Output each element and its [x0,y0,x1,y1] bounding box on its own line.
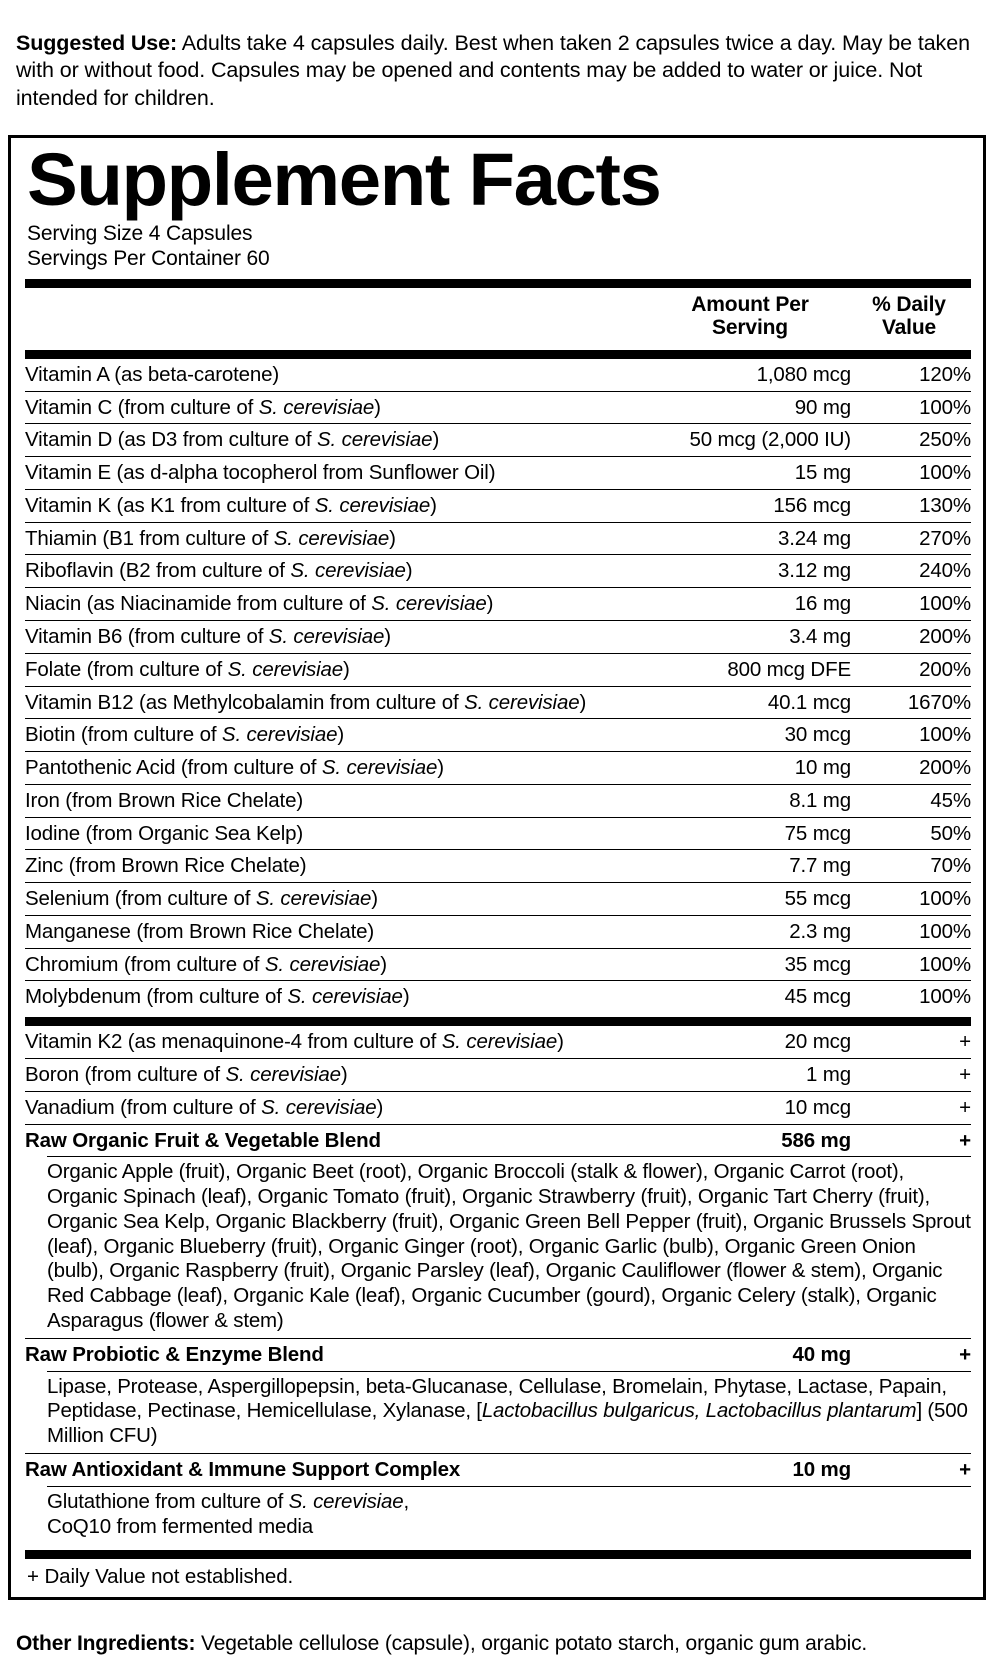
nutrient-amount: 1,080 mcg [756,362,851,386]
nutrient-amount: 2.3 mg [651,915,851,948]
header-dv-line1: % Daily [872,292,946,316]
suggested-use-paragraph [0,22,994,114]
serving-info [27,222,971,272]
details-post: ] (500 Million CFU) [47,1399,968,1448]
divider-thick-bottom [25,1550,971,1559]
nutrient-name: Zinc (from Brown Rice Chelate) [25,850,651,883]
blend-table-fruit-veg [25,1124,971,1157]
nutrient-daily-value: 50% [851,817,971,850]
footnote-daily-value: + Daily Value not established. [27,1565,294,1589]
nutrient-daily-value: 240% [851,555,971,588]
nutrient-amount: 3.12 mg [651,555,851,588]
nutrient-amount: 800 mcg DFE [651,653,851,686]
nutrient-name: Boron (from culture of S. cerevisiae) [25,1058,651,1091]
blend-dv: + [851,1454,971,1486]
blend-dv: + [851,1338,971,1370]
column-header-row [25,288,971,346]
nutrient-name: Pantothenic Acid (from culture of S. cerevisiae) [25,752,651,785]
header-daily-value [851,288,971,346]
nutrient-name: Iron (from Brown Rice Chelate) [25,784,651,817]
table-row [25,817,971,850]
nutrient-name: Vitamin D (as D3 from culture of S. cerevisiae) [25,424,651,457]
table-row [25,883,971,916]
blend-name: Raw Probiotic & Enzyme Blend [25,1338,651,1370]
page-title: Supplement Facts [27,137,661,221]
table-row [25,1454,971,1486]
header-amount-per-serving [651,288,851,346]
other-ingredients-paragraph [0,1621,994,1657]
table-row [25,1058,971,1091]
nutrient-amount: 3.4 mg [651,621,851,654]
nutrient-daily-value: + [959,1030,971,1054]
details-italic: Lactobacillus bulgaricus, Lactobacillus plantarum [481,1399,917,1423]
nutrient-daily-value: 120% [919,362,971,386]
nutrient-daily-value: 70% [851,850,971,883]
nutrient-daily-value: 100% [851,981,971,1013]
nutrient-name: Manganese (from Brown Rice Chelate) [25,915,651,948]
table-row [25,850,971,883]
nutrient-amount: 30 mcg [651,719,851,752]
nutrient-daily-value: + [851,1058,971,1091]
nutrient-table-dv [25,359,971,1013]
nutrient-daily-value: 100% [851,915,971,948]
nutrient-amount: 40.1 mcg [651,686,851,719]
table-row [25,391,971,424]
nutrient-amount: 55 mcg [651,883,851,916]
nutrient-daily-value: 270% [851,522,971,555]
nutrient-amount: 8.1 mg [651,784,851,817]
table-row [25,555,971,588]
table-row [25,621,971,654]
table-row [25,981,971,1013]
nutrient-amount: 10 mg [651,752,851,785]
table-row [25,784,971,817]
supplement-facts-panel [8,135,986,1601]
details-pre: Lipase, Protease, Aspergillopepsin, beta-Glucanase, Cellulase, Bromelain, Phytase, Lactase, Papain, Peptidase, Pectinase, Hemicellulase, Xylanase, [ [47,1374,947,1423]
details-line-2: CoQ10 from fermented media [47,1514,313,1538]
nutrient-amount: 75 mcg [651,817,851,850]
nutrient-daily-value: 100% [851,883,971,916]
table-row [25,1124,971,1156]
table-row [25,489,971,522]
blend-name: Raw Organic Fruit & Vegetable Blend [25,1124,651,1156]
table-row [25,752,971,785]
nutrient-daily-value: 100% [851,948,971,981]
other-ingredients-text: Vegetable cellulose (capsule), organic potato starch, organic gum arabic. [195,1632,868,1656]
table-row [25,457,971,490]
nutrient-amount: 156 mcg [651,489,851,522]
column-header-table [25,288,971,346]
table-row [25,653,971,686]
nutrient-name: Vitamin B6 (from culture of S. cerevisiae) [25,621,651,654]
divider-thick-mid [25,1017,971,1026]
nutrient-name: Iodine (from Organic Sea Kelp) [25,817,651,850]
table-row [25,522,971,555]
nutrient-daily-value: 1670% [851,686,971,719]
details-post: , [403,1489,409,1513]
details-pre: Glutathione from culture of [47,1489,289,1513]
nutrient-daily-value: + [851,1091,971,1123]
nutrient-daily-value: 250% [851,424,971,457]
nutrient-daily-value: 200% [851,752,971,785]
nutrient-amount: 45 mcg [651,981,851,1013]
blend-table-probiotic-enzyme [25,1338,971,1371]
nutrient-daily-value: 100% [851,719,971,752]
header-dv-line2: Value [881,316,937,340]
blend-details-probiotic-enzyme [47,1371,971,1453]
table-row [25,686,971,719]
blend-amount: 10 mg [651,1454,851,1486]
nutrient-name: Niacin (as Niacinamide from culture of S. cerevisiae) [25,588,651,621]
details-line-1 [47,1490,971,1515]
nutrient-name: Vitamin B12 (as Methylcobalamin from culture of S. cerevisiae) [25,686,651,719]
nutrient-name: Vitamin A (as beta-carotene) [25,362,280,386]
divider-thick-top [25,279,971,288]
suggested-use-text: Adults take 4 capsules daily. Best when taken 2 capsules twice a day. May be taken with or without food. Capsules may be opened and contents may be added to water or juice. Not intended for children. [16,30,970,111]
supplement-label-page [0,22,994,1656]
nutrient-amount: 90 mg [651,391,851,424]
table-row [25,1026,971,1058]
nutrient-name: Biotin (from culture of S. cerevisiae) [25,719,651,752]
nutrient-amount: 15 mg [651,457,851,490]
table-row [25,424,971,457]
divider-thick-header [25,350,971,359]
nutrient-daily-value: 100% [851,391,971,424]
blend-dv: + [851,1124,971,1156]
nutrient-daily-value: 200% [851,621,971,654]
nutrient-daily-value: 45% [851,784,971,817]
nutrient-amount: 7.7 mg [651,850,851,883]
nutrient-daily-value: 100% [851,588,971,621]
table-row [25,588,971,621]
details-italic: S. cerevisiae [288,1489,404,1513]
table-row [25,915,971,948]
nutrient-amount: 16 mg [651,588,851,621]
nutrient-name: Vitamin C (from culture of S. cerevisiae) [25,391,651,424]
blend-table-antioxidant [25,1453,971,1486]
table-row [25,719,971,752]
nutrient-amount: 35 mcg [651,948,851,981]
nutrient-amount: 50 mcg (2,000 IU) [651,424,851,457]
table-row [25,948,971,981]
nutrient-name: Chromium (from culture of S. cerevisiae) [25,948,651,981]
servings-per-container: Servings Per Container 60 [27,247,270,271]
nutrient-name: Molybdenum (from culture of S. cerevisiae) [25,981,651,1013]
nutrient-name: Vitamin K2 (as menaquinone-4 from culture of S. cerevisiae) [25,1030,564,1054]
nutrient-amount: 1 mg [651,1058,851,1091]
blend-amount: 40 mg [651,1338,851,1370]
nutrient-name: Riboflavin (B2 from culture of S. cerevisiae) [25,555,651,588]
header-blank [25,288,651,346]
nutrient-name: Vanadium (from culture of S. cerevisiae) [25,1091,651,1123]
table-row [25,359,971,391]
table-row [25,1338,971,1370]
header-amount-line2: Serving [712,316,788,340]
other-ingredients-label: Other Ingredients: [16,1632,196,1656]
nutrient-daily-value: 200% [851,653,971,686]
header-amount-line1: Amount Per [691,292,809,316]
blend-details-fruit-veg: Organic Apple (fruit), Organic Beet (root), Organic Broccoli (stalk & flower), Organic Carrot (root), Organic Spinach (leaf), Organic Tomato (fruit), Organic Strawberry (fruit), Organic Tart Cherry (fruit), Organic Sea Kelp, Organic Blackberry (fruit), Organic Green Bell Pepper (fruit), Organic Brussels Sprout (leaf), Organic Blueberry (fruit), Organic Ginger (root), Organic Garlic (bulb), Organic Green Onion (bulb), Organic Raspberry (fruit), Organic Parsley (leaf), Organic Cauliflower (flower & stem), Organic Red Cabbage (leaf), Organic Kale (leaf), Organic Cucumber (gourd), Organic Celery (stalk), Organic Asparagus (flower & stem) [47,1156,971,1338]
nutrient-name: Thiamin (B1 from culture of S. cerevisiae) [25,522,651,555]
serving-size: Serving Size 4 Capsules [27,222,253,246]
suggested-use-label: Suggested Use: [16,30,178,55]
nutrient-amount: 20 mcg [784,1030,851,1054]
nutrient-amount: 10 mcg [651,1091,851,1123]
nutrient-daily-value: 130% [851,489,971,522]
blend-amount: 586 mg [651,1124,851,1156]
blend-details-antioxidant [47,1486,971,1544]
nutrient-amount: 3.24 mg [651,522,851,555]
nutrient-name: Folate (from culture of S. cerevisiae) [25,653,651,686]
nutrient-table-nodv [25,1026,971,1123]
blend-name: Raw Antioxidant & Immune Support Complex [25,1454,651,1486]
nutrient-name: Selenium (from culture of S. cerevisiae) [25,883,651,916]
nutrient-name: Vitamin K (as K1 from culture of S. cerevisiae) [25,489,651,522]
nutrient-name: Vitamin E (as d-alpha tocopherol from Sunflower Oil) [25,457,651,490]
nutrient-daily-value: 100% [851,457,971,490]
table-row [25,1091,971,1123]
